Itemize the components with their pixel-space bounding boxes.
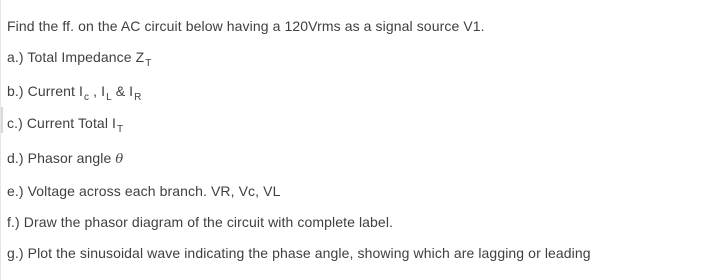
item-d xyxy=(7,149,123,169)
item-b xyxy=(7,82,142,103)
item-d-text: d.) Phasor angle xyxy=(7,150,112,166)
item-f xyxy=(7,213,393,231)
item-b-subscript-c: c xyxy=(84,92,90,103)
item-f-text: f.) Draw the phasor diagram of the circuit with complete label. xyxy=(7,214,394,230)
item-b-subscript-r: R xyxy=(134,92,142,103)
theta-symbol: θ xyxy=(115,152,124,167)
item-a-subscript: T xyxy=(145,58,152,69)
item-b-text: b.) Current I xyxy=(7,83,83,99)
margin-bar xyxy=(1,107,3,133)
item-e-text: e.) Voltage across each branch. VR, Vc, VL xyxy=(7,183,281,199)
item-b-text-mid2: & I xyxy=(111,83,134,99)
intro-text-content: Find the ff. on the AC circuit below having a 120Vrms as a signal source V1. xyxy=(7,18,485,34)
item-b-subscript-l: L xyxy=(106,92,112,103)
item-g-text: g.) Plot the sinusoidal wave indicating the phase angle, showing which are lagging or leading xyxy=(7,245,591,261)
intro-text xyxy=(7,17,485,35)
item-c-text: c.) Current Total I xyxy=(7,115,117,131)
item-c-subscript: T xyxy=(117,124,124,135)
item-c xyxy=(7,114,123,135)
item-g xyxy=(7,244,591,262)
item-a-text: a.) Total Impedance Z xyxy=(7,49,145,65)
item-e xyxy=(7,182,280,200)
item-b-text-mid1: , I xyxy=(89,83,106,99)
item-a xyxy=(7,48,151,69)
